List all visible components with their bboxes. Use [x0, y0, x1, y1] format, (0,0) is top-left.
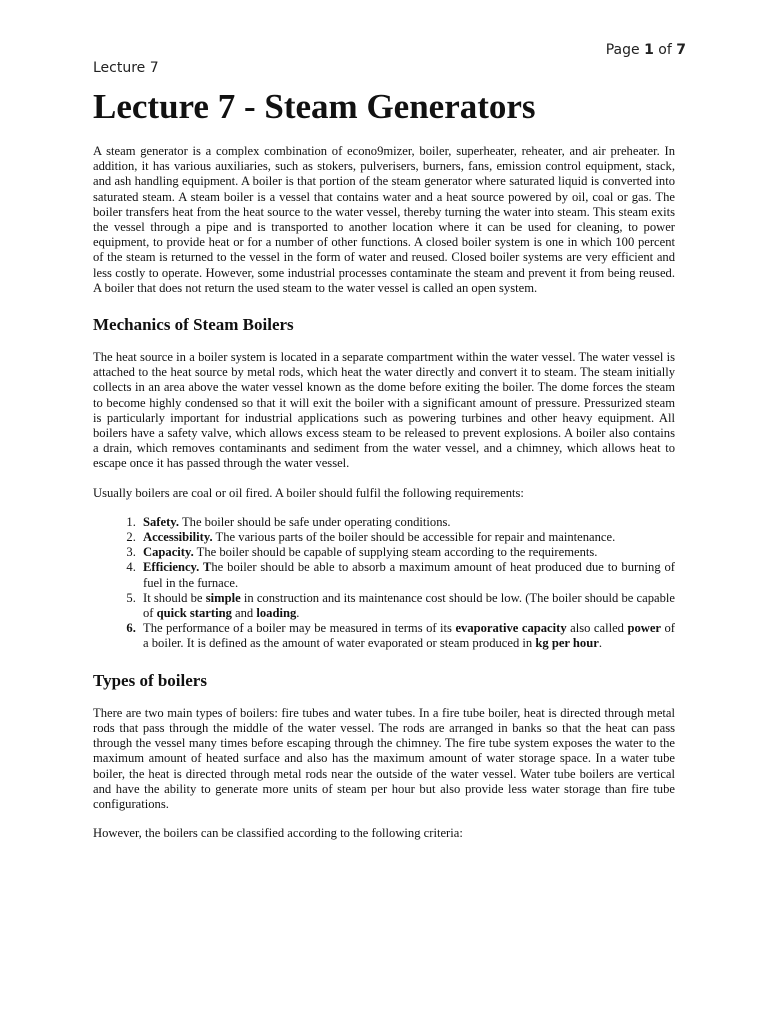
document-title: Lecture 7 - Steam Generators — [93, 87, 536, 126]
section-heading-types: Types of boilers — [93, 670, 207, 690]
section-heading-mechanics: Mechanics of Steam Boilers — [93, 315, 294, 335]
list-item: 2. Accessibility. The various parts of the boiler should be accessible for repair and maintenance. — [139, 530, 675, 545]
requirements-intro: Usually boilers are coal or oil fired. A boiler should fulfil the following requirements: — [93, 485, 524, 500]
list-item: 1. Safety. The boiler should be safe under operating conditions. — [139, 515, 675, 530]
page-current: 1 — [644, 42, 654, 58]
page-total: 7 — [676, 42, 686, 58]
intro-paragraph: A steam generator is a complex combination of econo9mizer, boiler, superheater, reheater, and air preheater. In addition, it has various auxiliaries, such as stokers, pulverisers, burners, fans, emission control equipment, stack, and ash handling equipment. A boiler is that portion of the steam generator where saturated liquid is converted into saturated steam. A steam boiler is a vessel that contains water and a heat source powered by oil, coal or gas. The boiler transfers heat from the heat source to the water vessel, thereby turning the water into steam. This steam exits the vessel through a pipe and is transported to another location where it can be used for cleaning, to power equipment, to provide heat or for a number of other functions. A closed boiler system is one in which 100 percent of the steam is returned to the vessel in the form of water and reused. Closed boiler systems are very efficient and less costly to operate. However, some industrial processes contaminate the steam and prevent it from being reused. A boiler that does not return the used steam to the water vessel is called an open system. — [93, 144, 675, 295]
requirements-list — [93, 515, 675, 652]
running-header: Lecture 7 — [93, 60, 159, 76]
criteria-intro: However, the boilers can be classified according to the following criteria: — [93, 826, 463, 841]
list-item: 4. Efficiency. The boiler should be able to absorb a maximum amount of heat produced due to burning of fuel in the furnace. — [139, 560, 675, 590]
page-number — [606, 42, 686, 58]
document-body — [93, 86, 675, 855]
mechanics-paragraph: The heat source in a boiler system is located in a separate compartment within the water vessel. The water vessel is attached to the heat source by metal rods, which heat the water directly and convert it to steam. The steam initially collects in an area above the water vessel known as the dome before exiting the boiler. The dome forces the steam to become highly condensed so that it will exit the boiler with a significant amount of pressure. Pressurized steam is particularly important for industrial applications such as powering turbines and other heavy equipment. All boilers have a safety valve, which allows excess steam to be released to prevent explosions. A boiler also contains a drain, which removes contaminants and sediment from the water vessel, and a chimney, which allows heat to escape once it has passed through the water vessel. — [93, 350, 675, 471]
page-of: of — [658, 42, 672, 58]
list-item: 3. Capacity. The boiler should be capable of supplying steam according to the requirements. — [139, 545, 675, 560]
list-item: 5. It should be simple in construction and its maintenance cost should be low. (The boiler should be capable of quick starting and loading. — [139, 591, 675, 621]
page-prefix: Page — [605, 42, 640, 58]
types-paragraph: There are two main types of boilers: fire tubes and water tubes. In a fire tube boiler, heat is directed through metal rods that pass through the middle of the water vessel. The rods are arranged in banks so that the heat can pass through the vessel many times before escaping through the chimney. The fire tube system exposes the water to the maximum amount of heated surface and also has the maximum amount of water storage space. In a water tube boiler, the heat is directed through metal rods near the outside of the water vessel. Water tube boilers are vertical and have the ability to generate more units of steam per hour but also provide less water storage than fire tube configurations. — [93, 705, 675, 811]
list-item: 6. The performance of a boiler may be measured in terms of its evaporative capacity also called power of a boiler. It is defined as the amount of water evaporated or steam produced in kg per hour. — [139, 621, 675, 651]
